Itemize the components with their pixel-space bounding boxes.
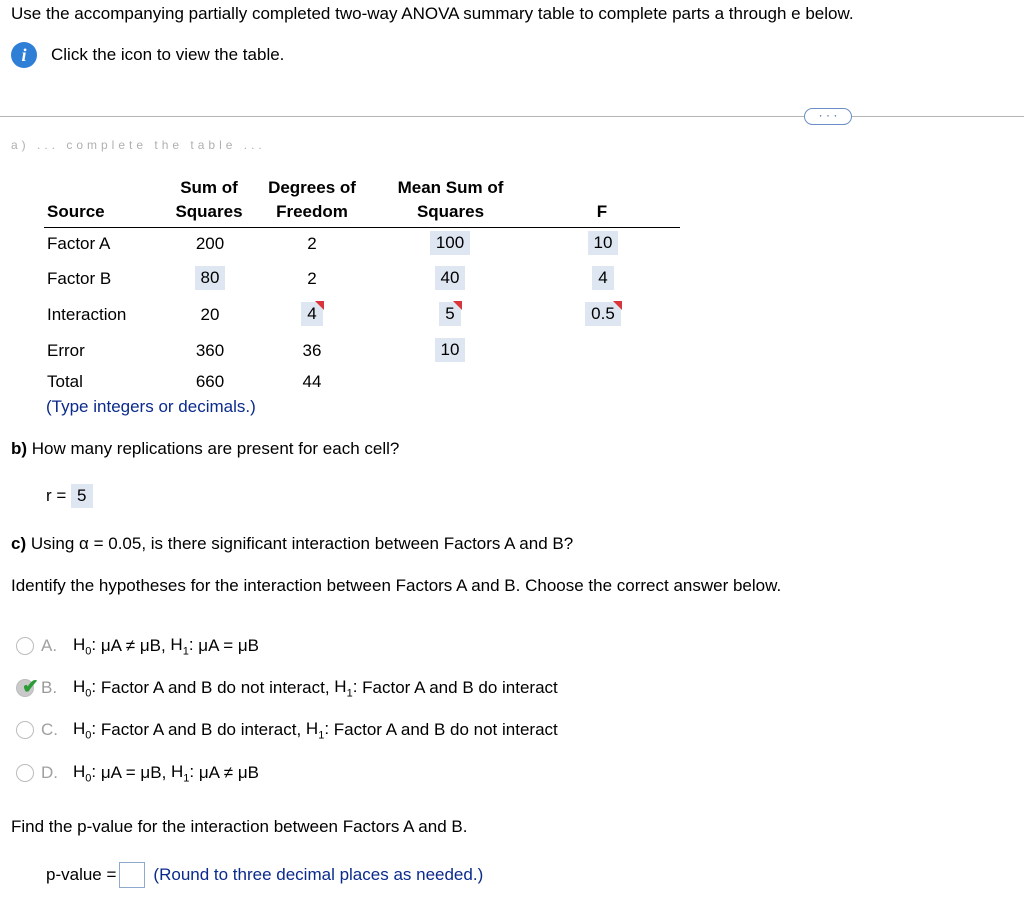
- row-total-df: 44: [302, 372, 322, 391]
- row-factor-a-ms-input[interactable]: 100: [430, 231, 470, 255]
- row-factor-a-ss: 200: [195, 234, 225, 253]
- row-error-source: Error: [47, 341, 85, 360]
- row-interaction-ms-input[interactable]: 5: [439, 302, 460, 326]
- row-factor-a-df: 2: [307, 234, 317, 253]
- checkmark-icon: ✔: [22, 676, 39, 699]
- option-b[interactable]: [16, 677, 558, 699]
- option-d-letter: D.: [41, 763, 58, 783]
- row-total-source: Total: [47, 372, 83, 391]
- option-a-letter: A.: [41, 636, 58, 656]
- header-ss-line1: Sum of: [180, 178, 238, 197]
- option-b-h1: Factor A and B do interact: [362, 678, 558, 698]
- part-c-instruction: Identify the hypotheses for the interaction between Factors A and B. Choose the correct answer below.: [11, 576, 782, 595]
- option-b-h0-label: $H_0$:: [73, 677, 101, 700]
- option-d-h0: μA = μB,: [100, 763, 167, 783]
- option-a-h0: μA ≠ μB,: [100, 636, 166, 656]
- table-header-rule: [44, 227, 680, 228]
- header-ms-line1: Mean Sum of: [397, 178, 504, 197]
- info-row: [11, 42, 284, 68]
- header-df: [257, 176, 367, 224]
- option-c-h1-label: $H_1$:: [301, 719, 334, 742]
- option-b-h1-label: $H_1$:: [329, 677, 363, 700]
- option-d[interactable]: [16, 762, 259, 784]
- option-c-h1: Factor A and B do not interact: [333, 720, 558, 740]
- row-interaction-f-input[interactable]: 0.5: [585, 302, 621, 326]
- header-ms-line2: Squares: [416, 202, 485, 221]
- row-interaction-source: Interaction: [47, 305, 127, 324]
- option-d-h1-label: $H_1$:: [166, 762, 199, 785]
- option-b-letter: B.: [41, 678, 58, 698]
- option-d-radio[interactable]: [16, 764, 34, 782]
- option-a-h1-label: $H_1$:: [165, 635, 199, 658]
- faded-text: a) ... complete the table ...: [11, 138, 266, 152]
- row-error-ss: 360: [195, 341, 225, 360]
- header-ss-line2: Squares: [175, 202, 243, 221]
- part-c-question: [11, 534, 573, 554]
- row-factor-b-ss-input[interactable]: 80: [195, 266, 226, 290]
- row-factor-b-df: 2: [307, 269, 317, 288]
- option-d-h1: μA ≠ μB: [198, 763, 259, 783]
- option-b-h0: Factor A and B do not interact,: [100, 678, 330, 698]
- table-note: (Type integers or decimals.): [46, 397, 256, 416]
- option-a-radio[interactable]: [16, 637, 34, 655]
- part-b-answer-prefix: r =: [46, 486, 67, 505]
- pvalue-label: p-value =: [46, 865, 117, 884]
- part-c-text: Using α = 0.05, is there significant interaction between Factors A and B?: [30, 534, 574, 553]
- option-a-h0-label: $H_0$:: [73, 635, 101, 658]
- option-b-radio[interactable]: [16, 676, 39, 699]
- part-b-answer-input[interactable]: 5: [71, 484, 92, 508]
- header-source: Source: [47, 202, 105, 221]
- pvalue-question: Find the p-value for the interaction between Factors A and B.: [11, 817, 468, 836]
- row-factor-b-source: Factor B: [47, 269, 112, 288]
- option-c-h0: Factor A and B do interact,: [100, 720, 302, 740]
- header-ss: [160, 176, 258, 224]
- part-b-answer-row: [46, 484, 93, 508]
- part-b-text: How many replications are present for each cell?: [31, 439, 400, 458]
- pvalue-note: (Round to three decimal places as needed.): [153, 865, 484, 884]
- part-b-label: b): [11, 439, 28, 458]
- option-c-radio[interactable]: [16, 721, 34, 739]
- row-interaction-ss: 20: [200, 305, 220, 324]
- info-link-text: Click the icon to view the table.: [51, 45, 285, 64]
- divider: [0, 116, 1024, 117]
- row-factor-b-f-input[interactable]: 4: [592, 266, 613, 290]
- pvalue-row: [46, 862, 483, 888]
- option-c-letter: C.: [41, 720, 58, 740]
- pvalue-input[interactable]: [119, 862, 145, 888]
- info-icon[interactable]: i: [11, 42, 37, 68]
- row-error-df: 36: [302, 341, 322, 360]
- header-df-line2: Freedom: [276, 202, 348, 221]
- option-a-h1: μA = μB: [198, 636, 259, 656]
- option-a[interactable]: [16, 635, 259, 657]
- row-factor-b-ms-input[interactable]: 40: [435, 266, 466, 290]
- option-c[interactable]: [16, 719, 558, 741]
- instructions: Use the accompanying partially completed two-way ANOVA summary table to complete parts a through e below.: [11, 4, 854, 23]
- header-f: F: [596, 202, 608, 221]
- row-factor-a-source: Factor A: [47, 234, 111, 253]
- row-interaction-df-input[interactable]: 4: [301, 302, 322, 326]
- more-button[interactable]: · · ·: [804, 108, 852, 125]
- row-total-ss: 660: [195, 372, 225, 391]
- header-df-line1: Degrees of: [268, 178, 356, 197]
- part-b-question: [11, 439, 399, 459]
- row-factor-a-f-input[interactable]: 10: [588, 231, 619, 255]
- header-ms: [378, 176, 523, 224]
- option-c-h0-label: $H_0$:: [73, 719, 101, 742]
- part-c-label: c): [11, 534, 27, 553]
- row-error-ms-input[interactable]: 10: [435, 338, 466, 362]
- option-d-h0-label: $H_0$:: [73, 762, 101, 785]
